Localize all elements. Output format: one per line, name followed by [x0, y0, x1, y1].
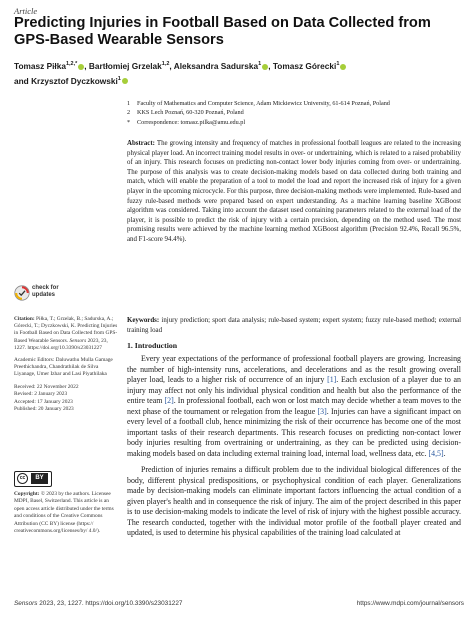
orcid-icon[interactable] [122, 78, 128, 84]
orcid-icon[interactable] [340, 64, 346, 70]
article-info-sidebar [14, 316, 118, 419]
author-name: Tomasz Górecki [272, 60, 337, 71]
affiliation-2: 2 KKS Lech Poznań, 60-320 Poznań, Poland [127, 109, 244, 117]
cc-icon: cc [17, 473, 28, 484]
section-heading-introduction: 1. Introduction [127, 341, 178, 350]
abstract [127, 139, 461, 245]
introduction-body [127, 354, 461, 539]
check-for-updates-badge[interactable] [14, 283, 60, 305]
keywords-text: injury prediction; sport data analysis; rule-based system; expert system; fuzzy rule-based method; external training load [127, 317, 461, 334]
author-name: Krzysztof Dyczkowski [31, 75, 118, 86]
author-affiliation-marker: 1 [336, 61, 340, 67]
copyright-notice: Copyright: © 2023 by the authors. Licensee MDPI, Basel, Switzerland. This article is an open access article distributed under the terms and conditions of the Creative Commons Attribution (CC BY) license (https:// creativecommons.org/licenses/by/ 4.0/). [14, 491, 114, 535]
author-list: Tomasz Piłka$^{1,2,*}$ , Bartłomiej Grzelak$^{1,2}$, Aleksandra Sadurska$^1$ , Tomasz Górecki$^1$ and Krzysztof Dyczkowski$^1$ [14, 58, 464, 88]
author-affiliation-marker: 1 [117, 75, 121, 82]
check-updates-icon [14, 285, 30, 301]
footer-citation: Sensors 2023, 23, 1227. https://doi.org/10.3390/s23031227 [14, 600, 183, 607]
correspondence: * Correspondence: tomasz.pilka@amu.edu.pl [127, 118, 246, 126]
check-updates-text: check for updates [32, 285, 59, 298]
orcid-icon[interactable] [262, 64, 268, 70]
citation-block: Citation: Piłka, T.; Grzelak, B.; Sadurska, A.; Górecki, T.; Dyczkowski, K. Predicting Injuries in Football Based on Data Collected from GPS-Based Wearable Sensors. Sensors 2023, 23, 1227. https://doi.org/10.3390/s23031227 [14, 316, 118, 351]
author-affiliation-marker: 1,2 [161, 61, 170, 67]
author-affiliation-marker: 1 [258, 61, 262, 67]
citation-link-4-5[interactable]: [4,5] [428, 448, 444, 458]
keywords [127, 316, 461, 335]
by-icon: BY [31, 473, 48, 484]
abstract-text: The growing intensity and frequency of matches in professional football leagues are related to the increasing physical player load. An incorrect training model results in over- or undertraining, which is related to a raised probability of an injury. This research focuses on predicting non-contact lower body injuries coming from over- or undertraining. The purpose of this analysis was to create decision-making models based on data collected during both training and match, which will enable the preparation of a tool to model the load and report the increased risk of injury for a given player in the upcoming microcycle. For this purpose, three decision-making methods were implemented. Rule-based and fuzzy rule-based methods were prepared based on expert understanding. As a machine learning baseline XGBoost algorithm was considered. Taking into account the dataset used containing parameters related to the external load of the player, it is possible to predict the risk of injury with a certain precision, depending on the method used. The most promising results were achieved by the machine learning method XGBoost algorithm (Precision 92.4%, Recall 96.5%, and F1-score 94.4%). [127, 140, 461, 243]
published-date: Published: 20 January 2023 [14, 406, 74, 413]
orcid-icon[interactable] [78, 64, 84, 70]
cc-by-license-badge[interactable] [14, 471, 52, 487]
author-name: Aleksandra Sadurska [173, 60, 259, 71]
footer-journal-url[interactable]: https://www.mdpi.com/journal/sensors [356, 600, 464, 607]
accepted-date: Accepted: 17 January 2023 [14, 398, 73, 405]
received-date: Received: 22 November 2022 [14, 383, 79, 390]
author-name: Bartłomiej Grzelak [88, 60, 162, 71]
academic-editors: Academic Editors: Daluwathu Mulla Gamage Preethichandra, Chandrathilak de Silva Liyanage, Umer Izhar and Lasi Piyathilaka [14, 357, 113, 378]
author-name: Tomasz Piłka [14, 60, 66, 71]
citation-link-1[interactable]: [1] [327, 375, 337, 384]
dates-block [14, 384, 118, 414]
citation-link-2[interactable]: [2] [164, 396, 174, 405]
author-affiliation-marker: 1,2,* [65, 61, 78, 67]
affiliation-1: 1 Faculty of Mathematics and Computer Science, Adam Mickiewicz University, 61-614 Poznań, Poland [127, 100, 390, 107]
revised-date: Revised: 2 January 2023 [14, 391, 68, 398]
keywords-label: Keywords: [127, 317, 160, 324]
intro-paragraph-2: Prediction of injuries remains a difficult problem due to the individual biological differences of the body, different physical predispositions, or psychophysical condition of each player. Generalizations made by decision-making models can eliminate important factors influencing the actual condition of a given player's health and in consequence the risk of injury. The aim of the project described in this paper is to use decision-making models to indicate the level of risk of injury with the highest possible accuracy. The research conducted, together with the individual motor profile of the football player created and updated, is used to determine his physical capabilities of the training load calculated at [127, 465, 461, 537]
intro-paragraph-1: Every year expectations of the performance of professional football players are growing. Increasing the number of high-intensity runs, accelerations, and decelerations and as the result growing overall player load, leads to a higher risk of occurrence of an injury [1]. Each exclusion of a player due to an injury may affect not only his individual physical condition and health but also the performance of the entire team [2]. In professional football, each won or lost match may decide whether a team moves to the next phase of the tournament or relegation from the league [3]. Injuries can have a significant impact on every level of a football club, hence minimizing the risk of their occurrence has become one of the most important tasks of their research departments. This research focuses on predicting non-contact lower body injuries resulting from overtraining or undertraining, as they can be predicted using decision-making models based on data including external training load, internal load, wellness data, etc. [4,5]. [127, 354, 461, 458]
affiliations [127, 99, 457, 127]
article-type-label: Article [14, 6, 38, 16]
abstract-label: Abstract: [127, 140, 155, 147]
citation-link-3[interactable]: [3] [317, 406, 327, 416]
article-title: Predicting Injuries in Football Based on Data Collected from GPS-Based Wearable Sensors [14, 15, 431, 48]
